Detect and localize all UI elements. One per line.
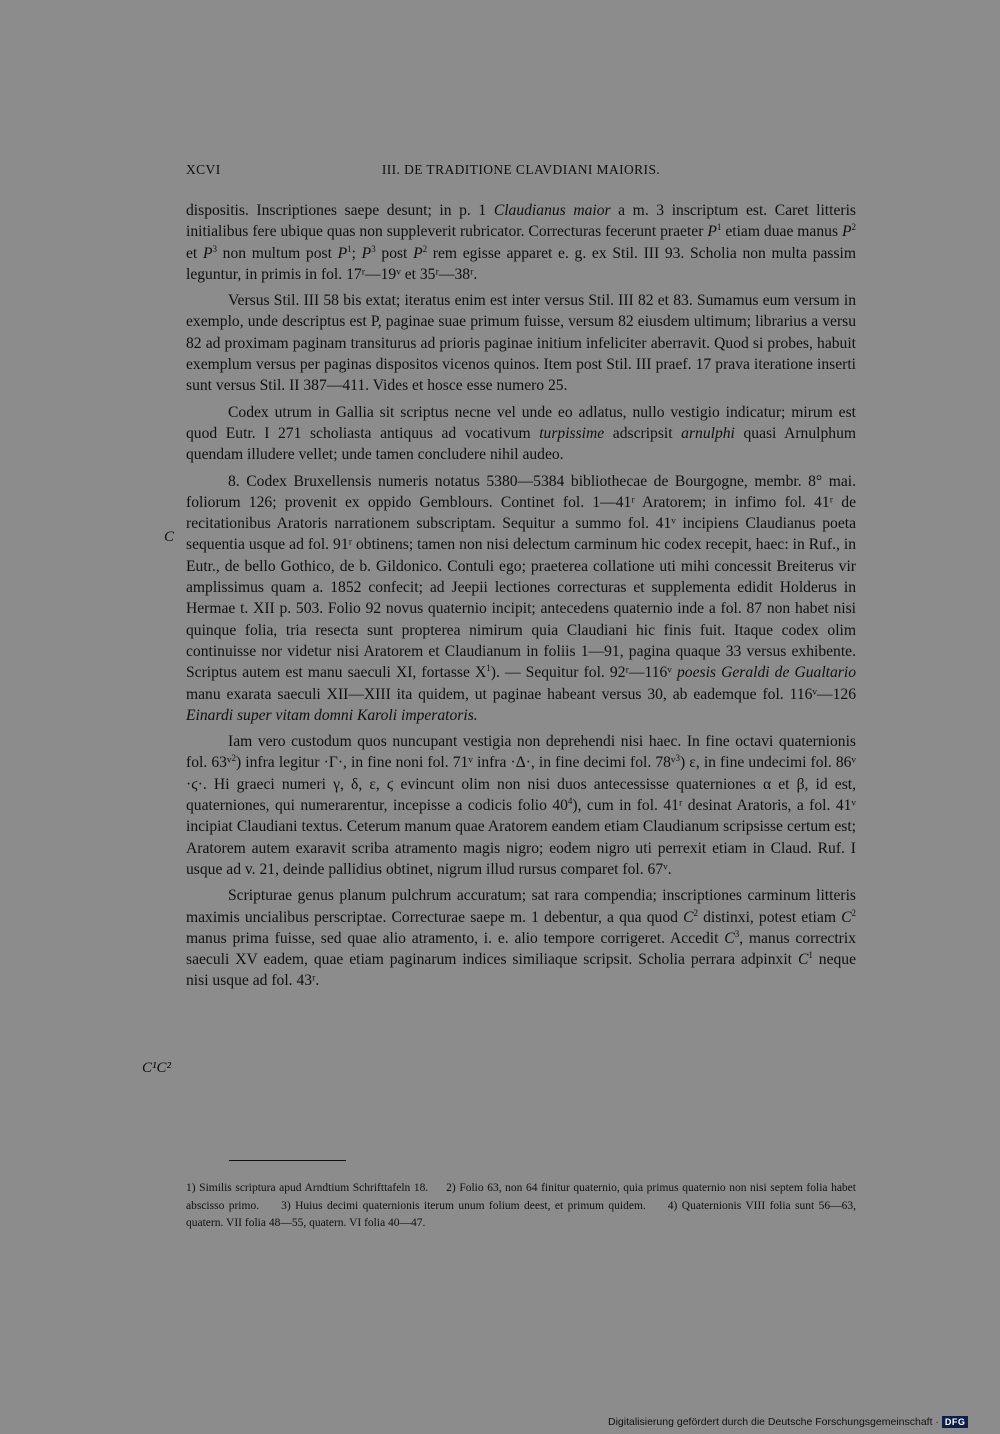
footnote-4: 4) Quaternionis VIII folia sunt 56—63, quatern. VII folia 48—55, quatern. VI folia 40—47. [186, 1199, 856, 1230]
paragraph-2: Versus Stil. III 58 bis extat; iteratus enim est inter versus Stil. III 82 et 83. Sumamus eum versum in exemplo, unde descriptus est P, paginae suae primum fuisse, versum 82 eiusdem ultimum; librarius a versu 82 ad proximam paginam transiturus ad prioris paginae initium infeliciter aberravit. Quod si probes, habuit exemplum versus per paginas dispositos vicenos quinos. Item post Stil. III praef. 17 prava iteratione inserti sunt versus Stil. II 387—411. Vides et hosce esse numero 25. [186, 292, 856, 395]
paragraph-1: dispositis. Inscriptiones saepe desunt; in p. 1 Claudianus maior a m. 3 inscriptum est. Caret litteris initialibus fere ubique quas non suppleverit rubricator. Correcturas fecerunt praeter $P^1$ etiam duae manus $P^2$ et $P^3$ non multum post $P^1$; $P^3$ post $P^2$ rem egisse apparet e. g. ex Stil. III 93. Scholia non multa passim leguntur, in primis in fol. 17ʳ—19ᵛ et 35ʳ—38ʳ. [186, 202, 857, 283]
body-text [186, 200, 856, 997]
margin-siglum-c: C [164, 529, 175, 545]
paragraph-3: Codex utrum in Gallia sit scriptus necne vel unde eo adlatus, nullo vestigio indicatur; mirum est quod Eutr. I 271 scholiasta antiquus ad vocativum turpissime adscripsit arnulphi quasi Arnulphum quendam illudere vellet; unde tamen concludere nihil audeo. [186, 403, 857, 464]
paragraph-6: Scripturae genus planum pulchrum accuratum; sat rara compendia; inscriptiones carminum litteris maximis uncialibus perscriptae. Correcturae saepe m. 1 debentur, a qua quod $C^2$ distinxi, potest etiam $C^2$ manus prima fuisse, sed quae alio atramento, i. e. alio tempore corrigeret. Accedit $C^3$, manus correctrix saeculi XV eadem, quae etiam paginarum indices similiaque scripsit. Scholia perrara adpinxit $C^1$ neque nisi usque ad fol. 43ʳ. [186, 887, 856, 990]
digitization-footer [608, 1414, 968, 1430]
footnote-rule [229, 1160, 346, 1161]
footer-text: Digitalisierung gefördert durch die Deutsche Forschungsgemeinschaft · [608, 1416, 939, 1428]
footnotes [186, 1180, 856, 1233]
paragraph-5: Iam vero custodum quos nuncupant vestigia non deprehendi nisi haec. In fine octavi quaternionis fol. 63ᵛ$^2$) infra legitur ·Γ·, in fine noni fol. 71ᵛ infra ·Δ·, in fine decimi fol. 78ᵛ$^3$) ε, in fine undecimi fol. 86ᵛ ·ϛ·. Hi graeci numeri γ, δ, ε, ϛ evincunt olim non nisi duos antecessisse quaterniones α et β, id est, quaterniones, qui numerarentur, incepisse a codicis folio $40^4$), cum in fol. 41ʳ desinat Aratoris, a fol. 41ᵛ incipiat Claudiani textus. Ceterum manum quae Aratorem eandem etiam Claudianum scripsisse certum est; Aratorem autem exaravit scriba atramento magis nigro; eodem nigro uti perrexit etiam in Claud. Ruf. I usque ad v. 21, deinde pallidius obtinet, nigrum illud rursus comparet fol. 67ᵛ. [186, 733, 857, 878]
dfg-logo: DFG [942, 1416, 969, 1428]
paragraph-4: 8. Codex Bruxellensis numeris notatus 5380—5384 bibliothecae de Bourgogne, membr. 8° mai. foliorum 126; provenit ex oppido Gemblours. Continet fol. 1—41ʳ Aratorem; in infimo fol. 41ʳ de recitationibus Aratoris narrationem subscriptam. Sequitur a summo fol. 41ᵛ incipiens Claudianus poeta sequentia usque ad fol. 91ʳ obtinens; tamen non nisi delectum carminum hic codex recepit, haec: in Ruf., in Eutr., de bello Gothico, de b. Gildonico. Contuli ego; praeterea collatione uti mihi concessit Breiterus vir amplissimus quam a. 1852 confecit; ad Jeepii lectiones correcturas et supplementa edidit Holderus in Hermae t. XII p. 503. Folio 92 novus quaternio incipit; antecedens quaternio inde a fol. 87 non habet nisi quinque folia, tria resecta sunt propterea nimirum quia Claudiani hic finis fuit. Itaque codex olim continuisse nor videtur nisi Aratorem et Claudianum in foliis 1—91, pagina quaque 33 versus exhibente. Scriptus autem est manu saeculi XI, fortasse $X^1$). — Sequitur fol. 92ʳ—116ᵛ poesis Geraldi de Gualtario manu exarata saeculi XII—XIII ita quidem, ut paginae habeant versus 30, ab eademque fol. 116ᵛ—126 Einardi super vitam domni Karoli imperatoris. [186, 472, 856, 724]
running-title: III. DE TRADITIONE CLAVDIANI MAIORIS. [381, 162, 661, 177]
footnote-3: 3) Huius decimi quaternionis iterum unum folium deest, et primum quidem. [281, 1199, 646, 1212]
margin-siglum-c1c2: C¹C² [142, 1060, 172, 1076]
footnote-1: 1) Similis scriptura apud Arndtium Schrifttafeln 18. [186, 1182, 429, 1194]
page-number: XCVI [186, 162, 221, 177]
footnote-2: 2) Folio 63, non 64 finitur quaternio, quia primus quaternio non nisi septem folia habet abscisso primo. [186, 1182, 856, 1212]
